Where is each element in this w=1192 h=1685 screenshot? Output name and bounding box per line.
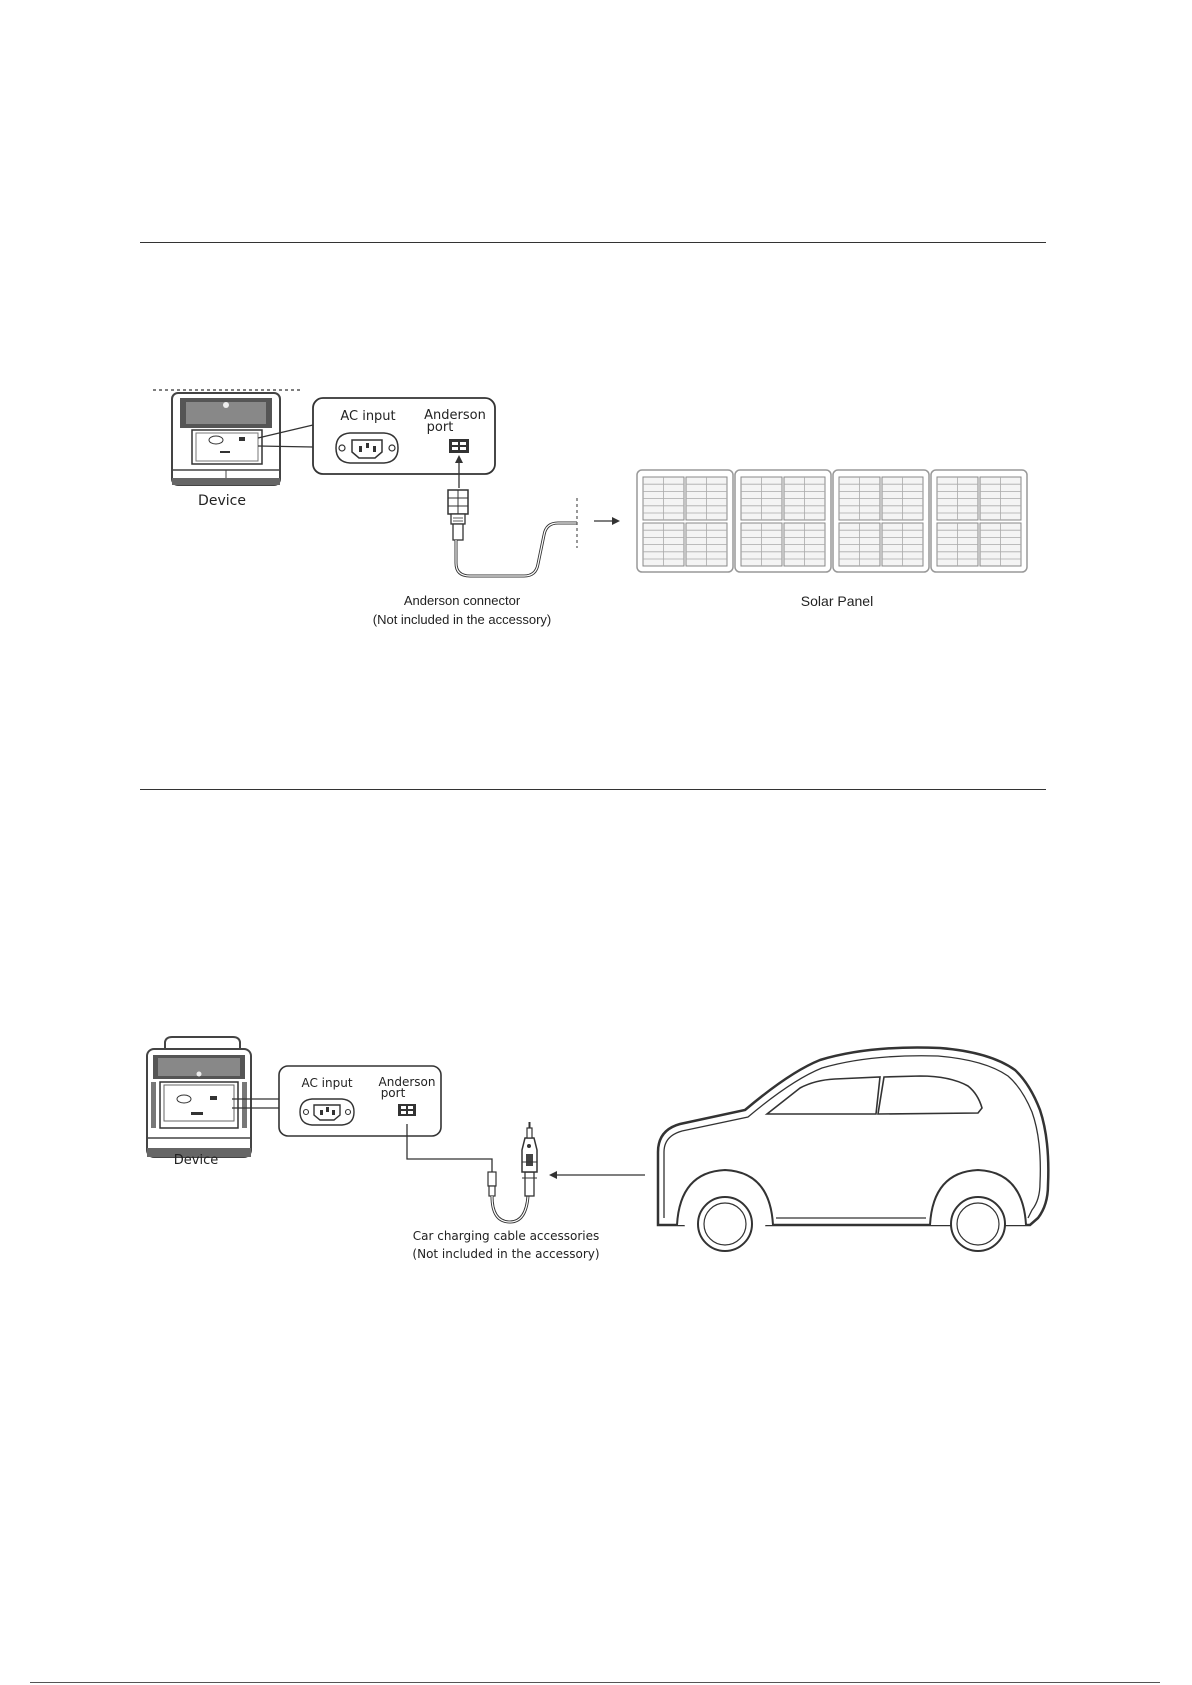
device-illustration-2 xyxy=(147,1037,251,1157)
device-illustration xyxy=(172,393,280,485)
anderson-connector-label: Anderson connector xyxy=(403,593,521,608)
anderson-port-label-2: port xyxy=(426,420,454,435)
device-label: Device xyxy=(198,493,246,509)
anderson-connector-icon xyxy=(448,490,468,540)
solar-panel-label: Solar Panel xyxy=(800,593,874,609)
anderson-connector-note: (Not included in the accessory) xyxy=(372,612,552,627)
anderson-port-icon-2 xyxy=(398,1104,416,1116)
solar-panel-illustration xyxy=(637,470,1027,572)
ac-input-label: AC input xyxy=(340,409,396,424)
anderson-port-label-2b: port xyxy=(380,1086,406,1100)
car-illustration xyxy=(658,1048,1048,1259)
solar-cable xyxy=(456,523,577,576)
anderson-port-label: Anderson xyxy=(424,408,486,423)
ac-input-label-2: AC input xyxy=(301,1076,353,1090)
ac-socket-icon xyxy=(336,433,398,463)
car-cable-label: Car charging cable accessories xyxy=(412,1229,600,1243)
car-charging-diagram xyxy=(147,1037,1048,1261)
ac-socket-icon-2 xyxy=(300,1099,354,1125)
anderson-port-label-2a: Anderson xyxy=(378,1075,436,1089)
car-cable-note: (Not included in the accessory) xyxy=(412,1247,600,1261)
car-charger-icon xyxy=(488,1122,537,1222)
anderson-port-icon xyxy=(449,439,469,453)
solar-charging-diagram xyxy=(153,390,1027,627)
device-label-2: Device xyxy=(173,1153,219,1168)
